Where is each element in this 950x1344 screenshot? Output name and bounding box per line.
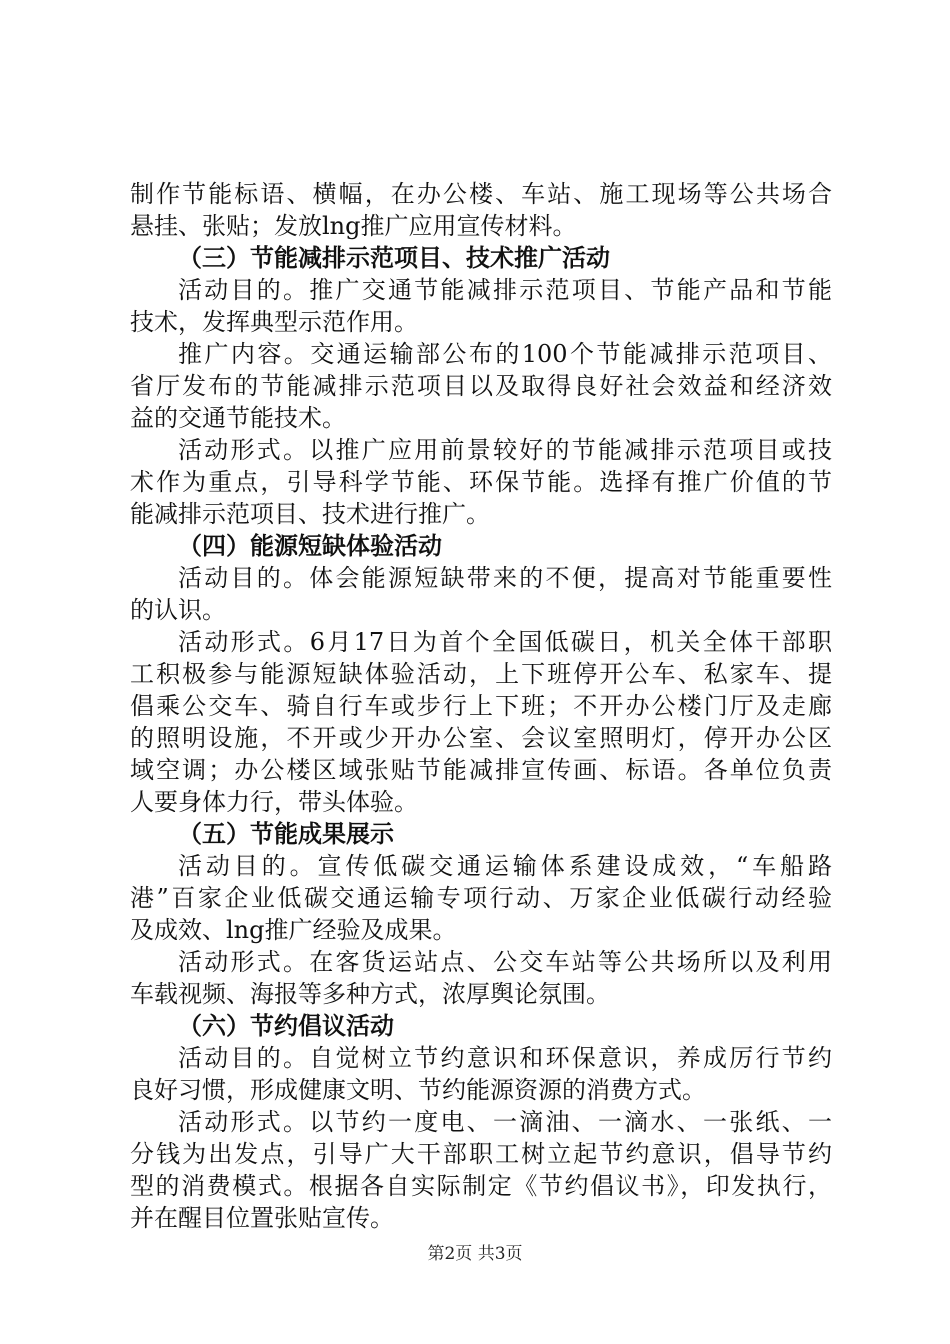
body-text-line: 活动目的。自觉树立节约意识和环保意识，养成厉行节约 — [178, 1044, 832, 1072]
body-text-line: 分钱为出发点，引导广大干部职工树立起节约意识，倡导节约 — [130, 1140, 832, 1168]
body-text-line: 人要身体力行，带头体验。 — [130, 788, 418, 816]
body-text-line: 的认识。 — [130, 596, 226, 624]
body-text-line: 省厅发布的节能减排示范项目以及取得良好社会效益和经济效 — [130, 372, 832, 400]
body-text-line: 港”百家企业低碳交通运输专项行动、万家企业低碳行动经验 — [130, 884, 832, 912]
body-text-line: 倡乘公交车、骑自行车或步行上下班；不开办公楼门厅及走廊 — [130, 692, 832, 720]
body-text-line: 车载视频、海报等多种方式，浓厚舆论氛围。 — [130, 980, 610, 1008]
body-text-line: 能减排示范项目、技术进行推广。 — [130, 500, 490, 528]
body-text-line: 活动形式。以节约一度电、一滴油、一滴水、一张纸、一 — [178, 1108, 832, 1136]
body-text-line: 良好习惯，形成健康文明、节约能源资源的消费方式。 — [130, 1076, 706, 1104]
body-text-line: 活动形式。6月17日为首个全国低碳日，机关全体干部职 — [178, 628, 832, 656]
section-heading: （四）能源短缺体验活动 — [178, 532, 442, 560]
body-text-line: 术作为重点，引导科学节能、环保节能。选择有推广价值的节 — [130, 468, 832, 496]
page-number-footer: 第2页 共3页 — [427, 1244, 523, 1264]
section-heading: （三）节能减排示范项目、技术推广活动 — [178, 244, 610, 272]
body-text-line: 活动目的。推广交通节能减排示范项目、节能产品和节能 — [178, 276, 832, 304]
body-text-line: 技术，发挥典型示范作用。 — [130, 308, 418, 336]
body-text-line: 悬挂、张贴；发放lng推广应用宣传材料。 — [130, 212, 577, 240]
body-text-line: 型的消费模式。根据各自实际制定《节约倡议书》，印发执行， — [130, 1172, 832, 1200]
body-text-line: 的照明设施，不开或少开办公室、会议室照明灯，停开办公区 — [130, 724, 832, 752]
body-text-line: 并在醒目位置张贴宣传。 — [130, 1204, 394, 1232]
body-text-line: 活动目的。体会能源短缺带来的不便，提高对节能重要性 — [178, 564, 832, 592]
section-heading: （六）节约倡议活动 — [178, 1012, 394, 1040]
body-text-line: 推广内容。交通运输部公布的100个节能减排示范项目、 — [178, 340, 832, 368]
section-heading: （五）节能成果展示 — [178, 820, 394, 848]
body-text-line: 域空调；办公楼区域张贴节能减排宣传画、标语。各单位负责 — [130, 756, 832, 784]
body-text-line: 活动目的。宣传低碳交通运输体系建设成效，“车船路 — [178, 852, 832, 880]
body-text-line: 活动形式。在客货运站点、公交车站等公共场所以及利用 — [178, 948, 832, 976]
body-text-line: 益的交通节能技术。 — [130, 404, 346, 432]
body-text-line: 制作节能标语、横幅，在办公楼、车站、施工现场等公共场合 — [130, 180, 832, 208]
body-text-line: 工积极参与能源短缺体验活动，上下班停开公车、私家车、提 — [130, 660, 832, 688]
body-text-line: 及成效、lng推广经验及成果。 — [130, 916, 457, 944]
body-text-line: 活动形式。以推广应用前景较好的节能减排示范项目或技 — [178, 436, 832, 464]
